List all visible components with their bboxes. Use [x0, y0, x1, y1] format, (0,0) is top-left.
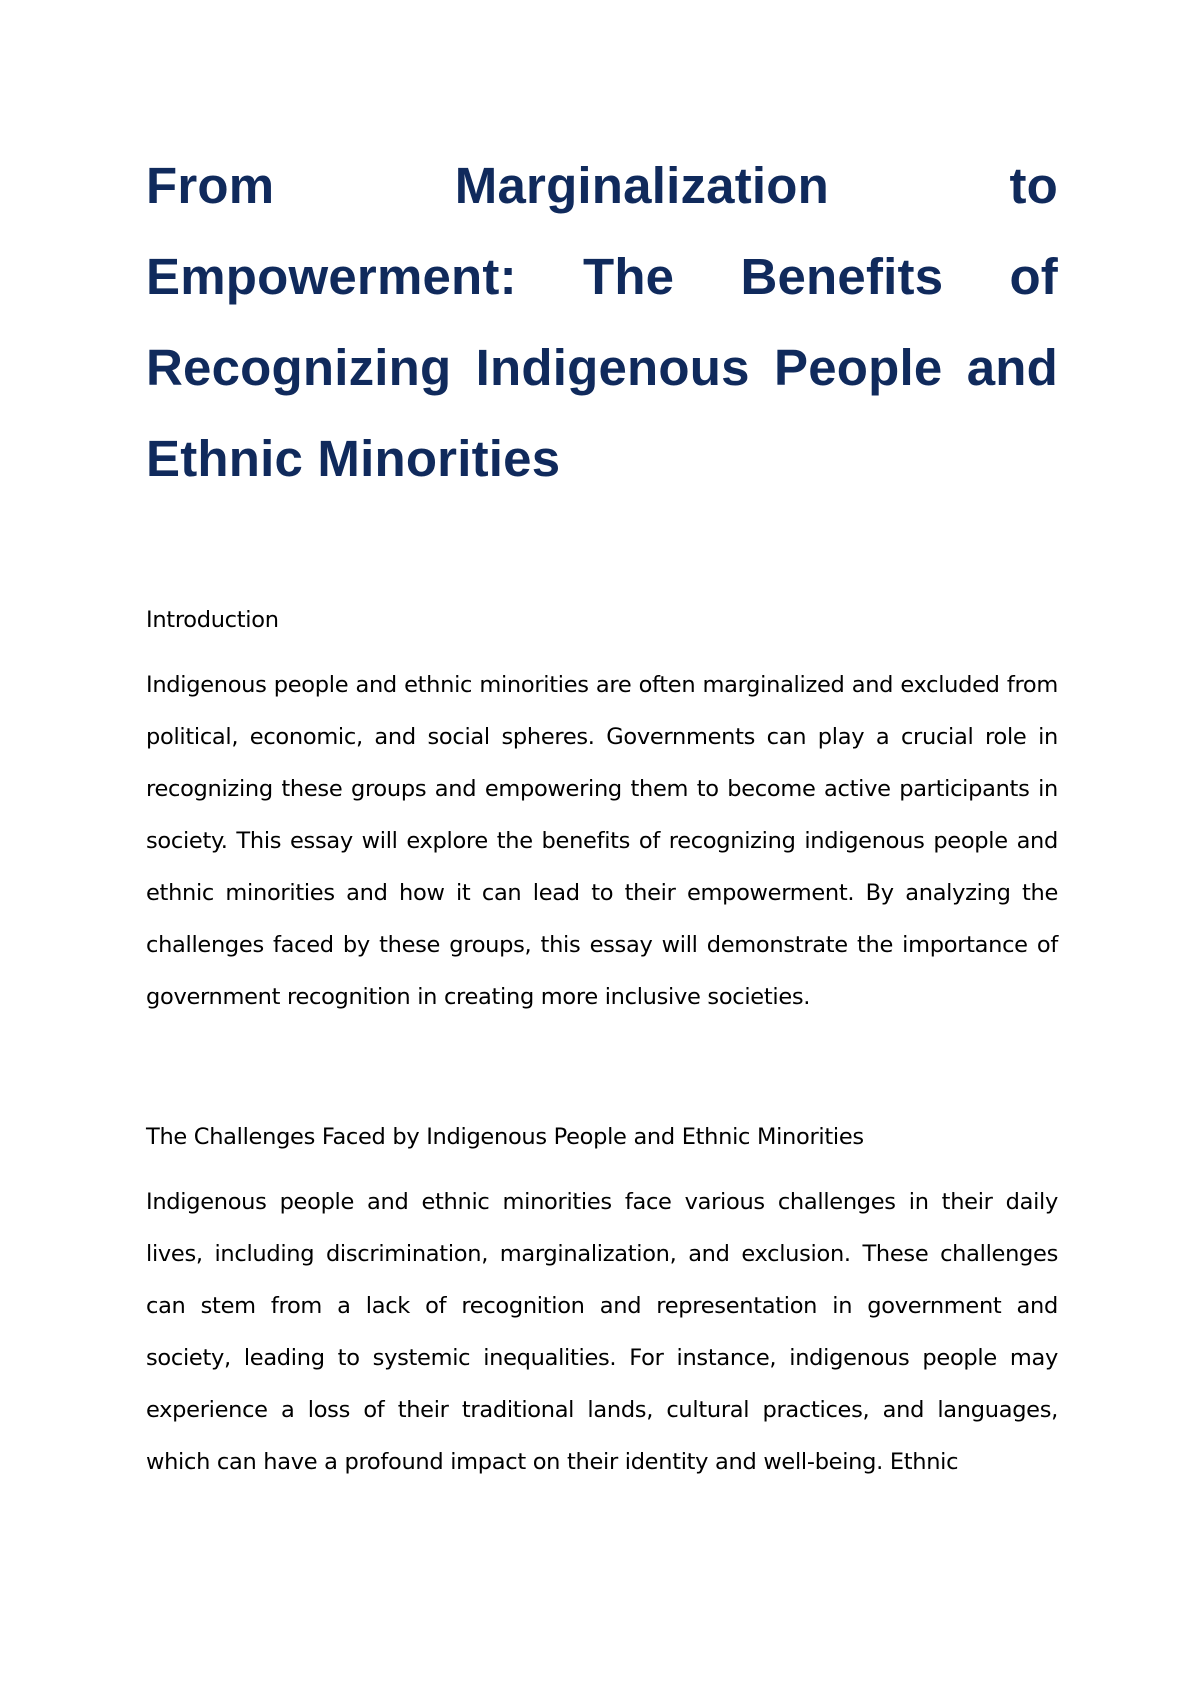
- title-line: Recognizing Indigenous People and: [146, 339, 1058, 396]
- introduction-paragraph: Indigenous people and ethnic minorities are often marginalized and excluded from political, economic, and social spheres. Governments can play a crucial role in recognizing these groups and empowering them to become active participants in society. This essay will explore the benefits of recognizing indigenous people and ethnic minorities and how it can lead to their empowerment. By analyzing the challenges faced by these groups, this essay will demonstrate the importance of government recognition in creating more inclusive societies.: [146, 672, 1058, 1010]
- section-heading-challenges: The Challenges Faced by Indigenous People and Ethnic Minorities: [146, 1124, 864, 1150]
- document-content: [146, 140, 1058, 1488]
- title-line: Ethnic Minorities: [146, 430, 561, 487]
- section-heading-introduction: Introduction: [146, 607, 279, 633]
- document-title: [146, 140, 1058, 504]
- title-line: From Marginalization to: [146, 157, 1058, 214]
- title-line: Empowerment: The Benefits of: [146, 248, 1058, 305]
- challenges-paragraph: Indigenous people and ethnic minorities face various challenges in their daily lives, including discrimination, marginalization, and exclusion. These challenges can stem from a lack of recognition and representation in government and society, leading to systemic inequalities. For instance, indigenous people may experience a loss of their traditional lands, cultural practices, and languages, which can have a profound impact on their identity and well-being. Ethnic: [146, 1189, 1058, 1475]
